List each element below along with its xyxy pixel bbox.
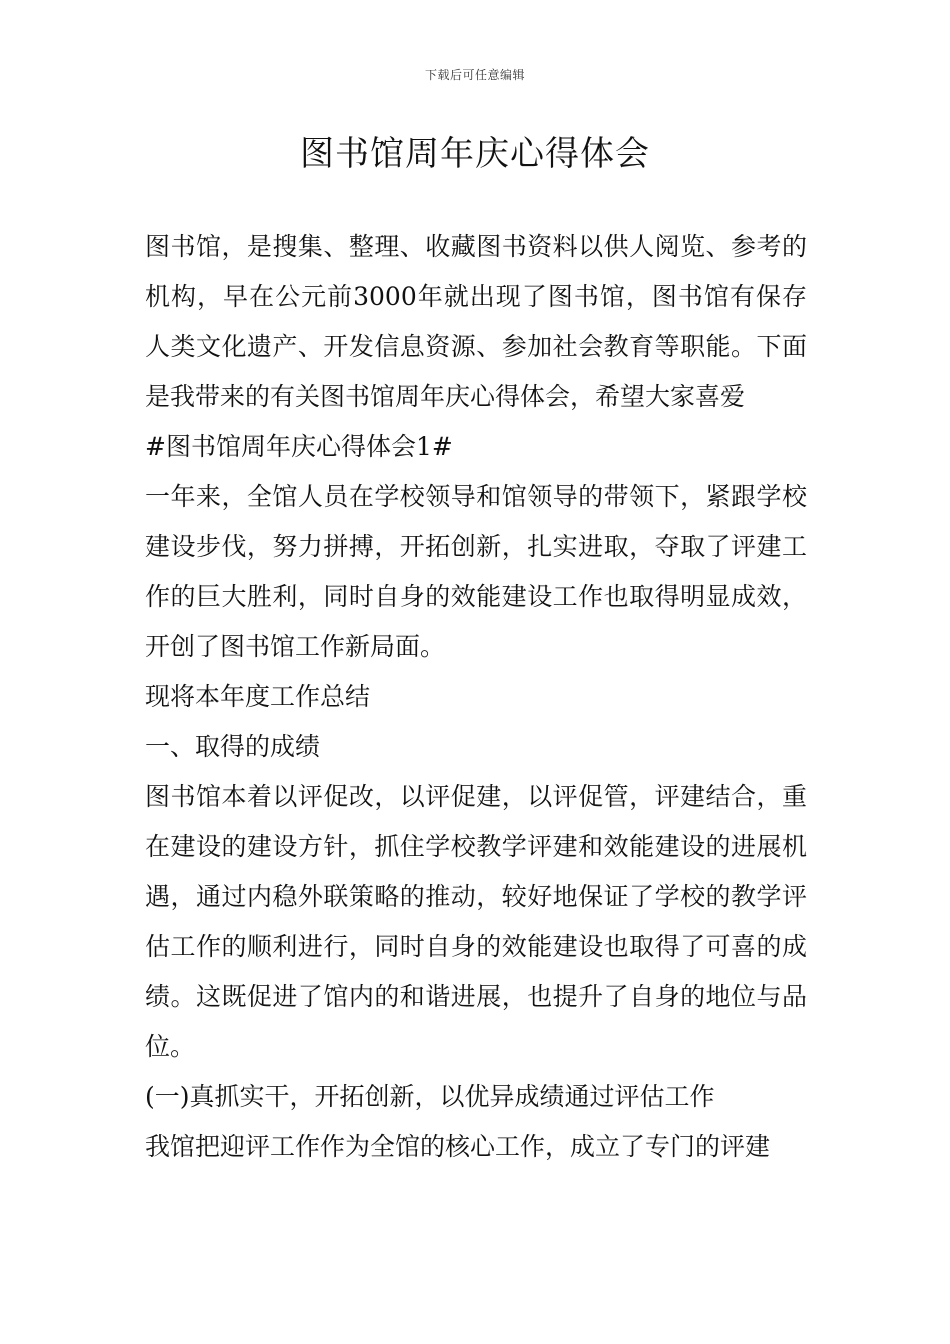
paragraph-work-summary-heading: 现将本年度工作总结 (145, 682, 371, 711)
paragraph-section-heading: #图书馆周年庆心得体会1# (145, 432, 453, 461)
header-note: 下载后可任意编辑 (424, 68, 525, 82)
page-title: 图书馆周年庆心得体会 (300, 134, 650, 174)
paragraph-subheading-1: (一)真抓实干，开拓创新，以优异成绩通过评估工作 (145, 1082, 715, 1111)
paragraph-achievements: 图书馆本着以评促改，以评促建，以评促管，评建结合，重在建设的建设方针，抓住学校教学评建和效能建设的进展机遇，通过内稳外联策略的推动，较好地保证了学校的教学评估工作的顺利进行，同时自身的效能建设也取得了可喜的成绩。这既促进了馆内的和谐进展，也提升了自身的地位与品位。 (145, 782, 807, 1061)
paragraph-evaluation: 我馆把迎评工作作为全馆的核心工作，成立了专门的评建 (145, 1132, 771, 1161)
paragraph-summary: 一年来，全馆人员在学校领导和馆领导的带领下，紧跟学校建设步伐，努力拼搏，开拓创新，扎实进取，夺取了评建工作的巨大胜利，同时自身的效能建设工作也取得明显成效，开创了图书馆工作新局面。 (145, 482, 807, 661)
paragraph-intro: 图书馆，是搜集、整理、收藏图书资料以供人阅览、参考的机构，早在公元前3000年就出现了图书馆，图书馆有保存人类文化遗产、开发信息资源、参加社会教育等职能。下面是我带来的有关图书馆周年庆心得体会，希望大家喜爱 (145, 232, 807, 411)
paragraph-achievements-heading: 一、取得的成绩 (145, 732, 321, 761)
document-body (145, 222, 807, 1172)
